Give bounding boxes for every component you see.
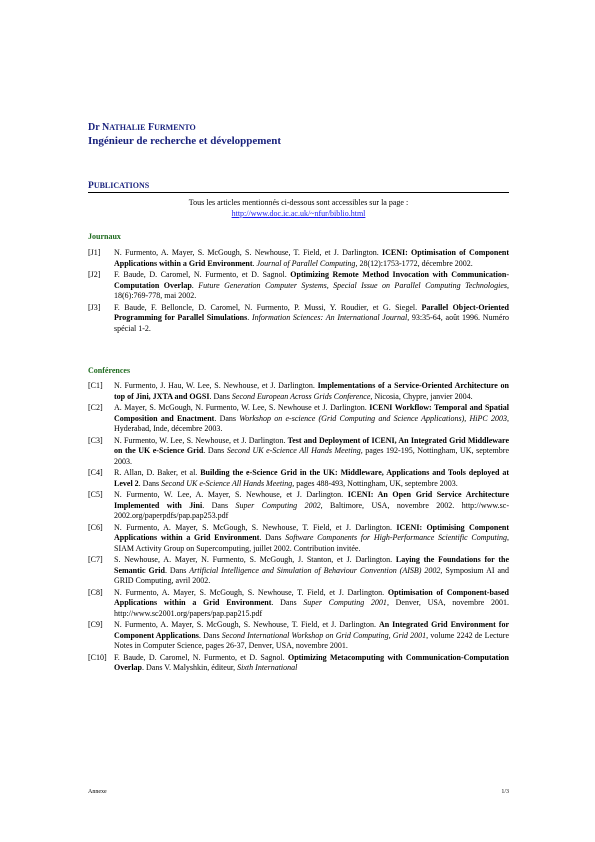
ref-body [114,436,509,468]
footer-left: Annexe [88,789,107,795]
conference-item [88,490,509,522]
ref-tag: [C2] [88,403,103,412]
ref-authors: N. Furmento, J. Hau, W. Lee, S. Newhouse, et J. Darlington. [114,381,318,390]
ref-venue: Artificial Intelligence and Simulation of Behaviour Convention (AISB) 2002 [189,565,441,575]
journal-item [88,248,509,269]
ref-sep: . Dans [259,533,286,542]
intro-text: Tous les articles mentionnés ci-dessous sont accessibles sur la page : [188,198,409,207]
ref-body [114,270,509,302]
ref-tag: [J2] [88,270,101,279]
name-first-rest: ATHALIE [109,123,146,132]
ref-authors: F. Baude, F. Belloncle, D. Caromel, N. Furmento, P. Mussi, Y. Roudier, et G. Siegel. [114,302,422,312]
author-name [88,121,508,134]
name-last-initial: F [148,122,155,133]
ref-venue: Workshop on e-science (Grid Computing and Science Applications), HiPC 2003 [239,413,508,423]
ref-rest: , pages 192-195, Nottingham, UK, septembre 2003. [114,446,509,466]
conference-item [88,381,509,402]
ref-rest: , Hyderabad, Inde, décembre 2003. [114,413,510,433]
job-title: Ingénieur de recherche et développement [88,135,282,147]
conference-item [88,588,509,620]
ref-authors: N. Furmento, A. Mayer, S. McGough, S. Newhouse, T. Field, et J. Darlington. [114,248,382,257]
ref-venue: Software Components for High-Performance Scientific Computing [285,533,507,542]
ref-venue: Future Generation Computer Systems, Special Issue on Parallel Computing Technologies [198,280,507,290]
ref-title: Building the e-Science Grid in the UK: Middleware, Applications and Tools deployed at Level 2 [114,468,509,488]
ref-sep: . [191,280,199,290]
ref-tag: [C6] [88,522,103,532]
ref-rest: , Nicosia, Chypre, janvier 2004. [370,391,473,401]
conference-item [88,403,509,435]
ref-sep: . Dans [214,413,240,423]
ref-title: Laying the Foundations for the Semantic Grid [114,555,510,575]
ref-authors: N. Furmento, A. Mayer, S. McGough, S. Newhouse, T. Field, et J. Darlington. [114,522,397,532]
ref-title: Implementations of a Service-Oriented Architecture on top of Jini, JXTA and OGSI [114,381,509,401]
intro-block [88,198,509,219]
ref-title: Optimisation of Component-based Applications within a Grid Environment [114,587,510,607]
conference-item [88,653,509,674]
ref-tag: [C4] [88,468,103,477]
ref-sep: . Dans [271,598,304,607]
ref-tag: [C10] [88,652,107,662]
ref-venue: Sixth International [237,663,298,672]
ref-title: An Integrated Grid Environment for Component Applications [114,620,509,640]
ref-authors: N. Furmento, W. Lee, A. Mayer, S. Newhouse, et J. Darlington. [114,490,348,499]
ref-title: ICENI: Optimising Component Applications within a Grid Environment [114,522,510,542]
ref-tag: [C9] [88,620,103,629]
ref-venue: Super Computing 2002 [235,500,321,510]
ref-sep: . Dans V. Malyshkin, éditeur, [142,663,238,672]
ref-authors: N. Furmento, W. Lee, S. Newhouse, et J. Darlington. [114,435,288,445]
section-title-publications [88,181,509,193]
journal-list [88,248,509,335]
ref-authors: F. Baude, D. Caromel, N. Furmento, et D. Sagnol. [114,652,288,662]
ref-venue: Information Sciences: An International Journal [251,313,408,322]
ref-sep: . Dans [198,630,222,640]
section-title-rest: UBLICATIONS [93,181,150,190]
ref-venue: Second UK e-Science All Hands Meeting [161,478,293,488]
heading-conferences: Conférences [88,366,131,375]
ref-venue: Super Computing 2001 [303,598,387,607]
name-last-rest: URMENTO [154,123,196,132]
ref-rest: , Symposium AI and GRID Computing, avril 2002. [114,565,510,585]
ref-body [114,555,509,587]
ref-venue: Second International Workshop on Grid Computing, Grid 2001 [221,630,427,640]
ref-authors: S. Newhouse, A. Mayer, N. Furmento, S. McGough, J. Stanton, et J. Darlington. [114,555,396,564]
ref-body [114,248,509,269]
ref-tag: [J1] [88,248,101,257]
ref-venue: Second European Across Grids Conference [231,391,371,401]
ref-rest: , Denver, USA, novembre 2001. http://www.sc2001.org/papers/pap.pap215.pdf [114,598,510,618]
ref-tag: [J3] [88,302,101,312]
ref-body [114,468,509,489]
conference-item [88,523,509,555]
ref-tag: [C8] [88,587,103,597]
ref-title: ICENI: Optimisation of Component Applications within a Grid Environment [114,248,510,268]
page-footer [88,788,509,796]
ref-tag: [C5] [88,490,103,499]
ref-title: Test and Deployment of ICENI, An Integrated Grid Middleware on the UK e-Science Grid [114,435,510,455]
ref-body [114,490,509,522]
ref-title: ICENI Workflow: Temporal and Spatial Composition and Enactment [114,403,509,423]
journal-item [88,303,509,335]
ref-body [114,653,509,674]
ref-sep: . Dans [203,446,227,455]
conference-item [88,436,509,468]
ref-body [114,303,509,335]
name-first-initial: Dr N [88,122,110,133]
ref-sep: . Dans [138,478,162,488]
biblio-link[interactable]: http://www.doc.ic.ac.uk/~nfur/biblio.html [231,208,366,218]
ref-authors: R. Allan, D. Baker, et al. [114,468,201,477]
ref-sep: . [252,258,257,268]
conference-item [88,620,509,652]
ref-venue: Second UK e-Science All Hands Meeting [226,446,361,455]
ref-body [114,381,509,402]
ref-tag: [C3] [88,435,103,445]
ref-authors: N. Furmento, A. Mayer, S. McGough, S. Newhouse, T. Field, et J. Darlington. [114,587,388,597]
ref-sep: . Dans [202,500,236,510]
section-title-initial: P [88,181,94,191]
ref-rest: , pages 488-493, Nottingham, UK, septembre 2003. [292,478,458,488]
ref-title: ICENI: An Open Grid Service Architecture Implemented with Jini [114,490,509,510]
ref-rest: , Baltimore, USA, novembre 2002. http://www.sc-2002.org/paperpdfs/pap.pap253.pdf [114,500,509,520]
ref-body [114,588,509,620]
ref-sep: . [247,313,252,322]
document-header [88,121,508,148]
ref-sep: . Dans [164,565,190,575]
ref-rest: , volume 2242 de Lecture Notes in Computer Science, pages 26-37, Denver, USA, novembre 2001. [114,630,509,650]
ref-tag: [C1] [88,381,103,390]
ref-body [114,403,509,435]
conference-item [88,555,509,587]
ref-authors: F. Baude, D. Caromel, N. Furmento, et D. Sagnol. [114,270,291,279]
ref-sep: . Dans [209,391,232,401]
journal-item [88,270,509,302]
conference-item [88,468,509,489]
conference-list [88,381,509,675]
ref-tag: [C7] [88,555,103,564]
ref-venue: Journal of Parallel Computing [256,258,356,268]
ref-authors: A. Mayer, S. McGough, N. Furmento, W. Lee, S. Newhouse et J. Darlington. [114,403,370,412]
ref-authors: N. Furmento, A. Mayer, S. McGough, S. Newhouse, T. Field, et J. Darlington. [114,620,379,629]
heading-journaux: Journaux [88,232,121,241]
ref-title: Parallel Object-Oriented Programming for Parallel Simulations [114,302,509,322]
ref-rest: , 18(6):769-778, mai 2002. [114,280,509,300]
ref-rest: , 28(12):1753-1772, décembre 2002. [355,258,473,268]
ref-body [114,620,509,652]
ref-rest: , SIAM Activity Group on Supercomputing, juillet 2002. Contribution invitée. [114,533,509,553]
ref-title: Optimizing Metacomputing with Communication-Computation Overlap [114,652,509,672]
page-number: 1/3 [501,789,509,795]
ref-body [114,523,509,555]
ref-title: Optimizing Remote Method Invocation with Communication-Computation Overlap [114,270,509,290]
ref-rest: , 93:35-64, août 1996. Numéro spécial 1-2. [114,313,509,333]
